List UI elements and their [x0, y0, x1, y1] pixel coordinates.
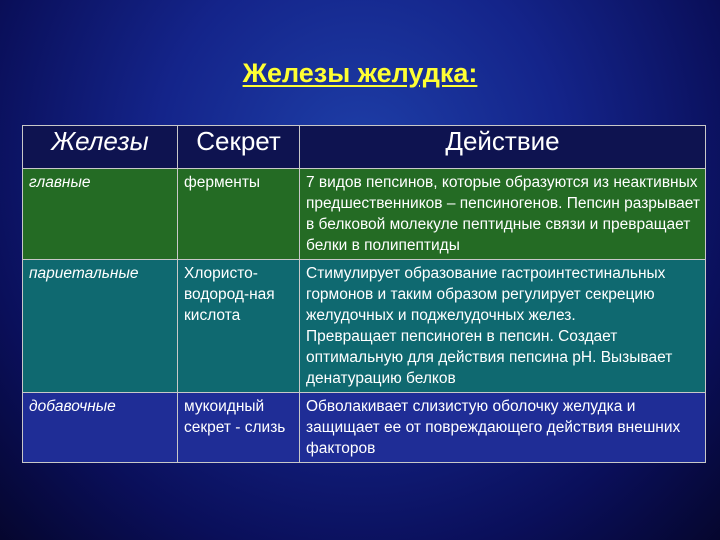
secretion-cell: ферменты: [184, 174, 261, 191]
header-secretion: Секрет: [178, 126, 300, 169]
secretion-cell: мукоидный секрет - слизь: [184, 398, 286, 436]
table-row: [23, 260, 706, 393]
action-text-part-2: Превращает пепсиноген в пепсин. Создает оптимальную для действия пепсина рН. Вызывает денатурацию белков: [306, 328, 673, 387]
action-cell: 7 видов пепсинов, которые образуются из неактивных предшественников – пепсиногенов. Пепсин разрывает в белковой молекуле пептидные связи и превращает белки в полипептиды: [306, 174, 700, 254]
action-cell: Обволакивает слизистую оболочку желудка и защищает ее от повреждающего действия внешних факторов: [306, 398, 681, 457]
gland-name: добавочные: [29, 398, 116, 415]
glands-table: [22, 125, 706, 463]
slide-title: Железы желудка:: [242, 58, 478, 88]
table-row: [23, 169, 706, 260]
header-action: Действие: [300, 126, 706, 169]
gland-name: париетальные: [29, 265, 139, 282]
action-text-part-1: Стимулирует образование гастроинтестинальных гормонов и таким образом регулирует секрецию желудочных и поджелудочных желез.: [306, 265, 666, 324]
action-cell: [300, 260, 705, 392]
header-glands: Железы: [23, 126, 178, 169]
table-header-row: [23, 126, 706, 169]
gland-name: главные: [29, 174, 91, 191]
table-row: [23, 393, 706, 463]
secretion-cell: Хлористо-водород-ная кислота: [184, 265, 275, 324]
